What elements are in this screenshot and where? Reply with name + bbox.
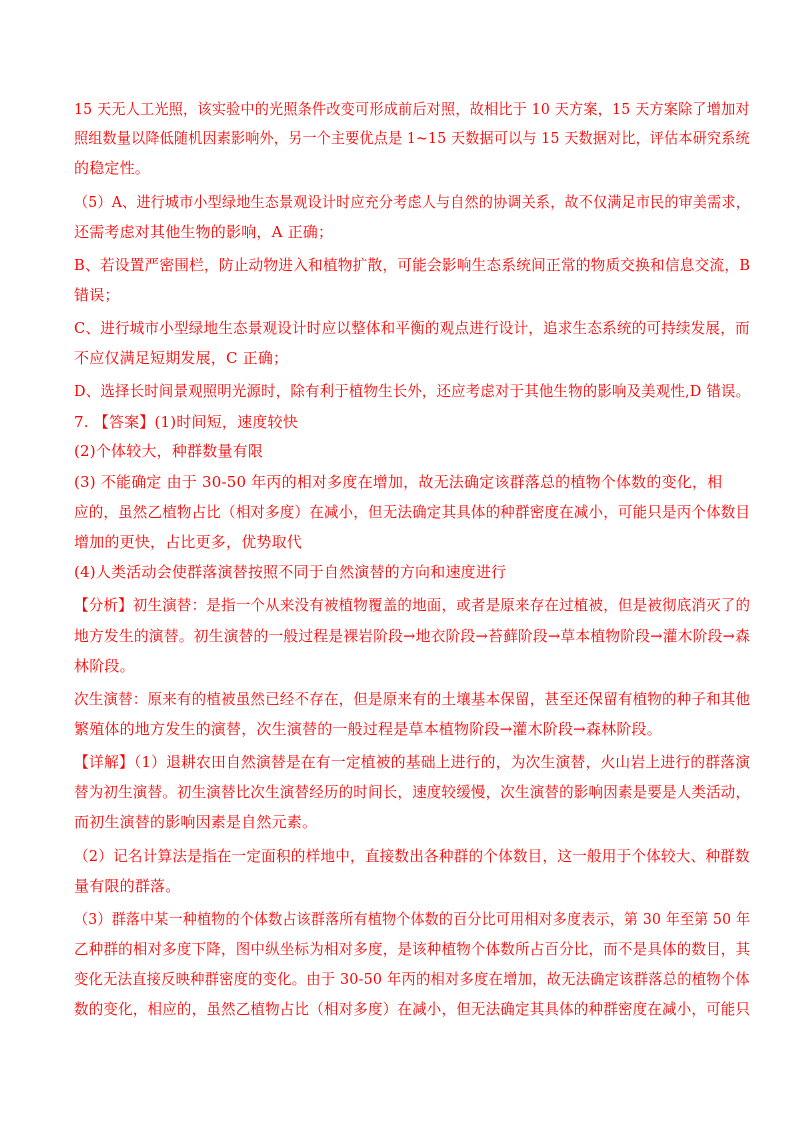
analysis-heading: 【分析】初生演替：是指一个从来没有被植物覆盖的地面，或者是原来存在过植被，但是被彻底消灭了的 <box>74 596 751 614</box>
text-line: 照组数量以降低随机因素影响外，另一个主要优点是 1~15 天数据可以与 15 天数据对比，评估本研究系统 <box>74 129 750 147</box>
text-line: 应的，虽然乙植物占比（相对多度）在减小，但无法确定其具体的种群密度在减小，可能只是丙个体数目 <box>74 503 751 521</box>
text-line: 地方发生的演替。初生演替的一般过程是裸岩阶段→地衣阶段→苔藓阶段→草本植物阶段→灌木阶段→森 <box>74 627 751 645</box>
text-line: 增加的更快，占比更多，优势取代 <box>74 533 303 551</box>
text-line: (4)人类活动会使群落演替按照不同于自然演替的方向和速度进行 <box>74 563 507 581</box>
text-line: （2）记名计算法是指在一定面积的样地中，直接数出各种群的个体数目，这一般用于个体较大、种群数 <box>74 847 750 865</box>
text-line: 而初生演替的影响因素是自然元素。 <box>74 813 318 831</box>
text-line: 林阶段。 <box>74 657 135 675</box>
text-line: 还需考虑对其他生物的影响，A 正确； <box>74 223 334 241</box>
text-line: 错误； <box>74 286 120 304</box>
text-line: (3) 不能确定 由于 30-50 年丙的相对多度在增加，故无法确定该群落总的植物个体数的变化，相 <box>74 473 723 491</box>
text-line: （5）A、进行城市小型绿地生态景观设计时应充分考虑人与自然的协调关系，故不仅满足市民的审美需求， <box>74 193 750 211</box>
text-line: D、选择长时间景观照明光源时，除有利于植物生长外，还应考虑对于其他生物的影响及美观性,D 错误。 <box>74 382 751 400</box>
text-line: 变化无法直接反映种群密度的变化。由于 30-50 年丙的相对多度在增加，故无法确定该群落总的植物个体 <box>74 970 750 988</box>
detail-heading: 【详解】（1）退耕农田自然演替是在有一定植被的基础上进行的，为次生演替，火山岩上进行的群落演 <box>74 753 751 771</box>
text-line: 繁殖体的地方发生的演替，次生演替的一般过程是草本植物阶段→灌木阶段→森林阶段。 <box>74 720 662 738</box>
text-line: C、进行城市小型绿地生态景观设计时应以整体和平衡的观点进行设计，追求生态系统的可持续发展，而 <box>74 319 750 337</box>
text-line: 数的变化，相应的，虽然乙植物占比（相对多度）在减小，但无法确定其具体的种群密度在减小，可能只 <box>74 1000 751 1018</box>
text-line: 15 天无人工光照，该实验中的光照条件改变可形成前后对照，故相比于 10 天方案，15 天方案除了增加对 <box>74 100 750 118</box>
text-line: 不应仅满足短期发展，C 正确； <box>74 349 289 367</box>
text-line: 次生演替：原来有的植被虽然已经不存在，但是原来有的土壤基本保留，甚至还保留有植物的种子和其他 <box>74 690 751 708</box>
text-line: B、若设置严密围栏，防止动物进入和植物扩散，可能会影响生态系统间正常的物质交换和信息交流，B <box>74 256 751 274</box>
answer-heading: 7. 【答案】(1)时间短，速度较快 <box>74 413 298 431</box>
text-line: 的稳定性。 <box>74 159 151 177</box>
text-line: 量有限的群落。 <box>74 877 181 895</box>
text-line: (2)个体较大，种群数量有限 <box>74 442 264 460</box>
text-line: （3）群落中某一种植物的个体数占该群落所有植物个体数的百分比可用相对多度表示，第 30 年至第 50 年 <box>74 910 751 928</box>
text-line: 乙种群的相对多度下降，图中纵坐标为相对多度，是该种植物个体数所占百分比，而不是具体的数目，其 <box>74 940 751 958</box>
text-line: 替为初生演替。初生演替比次生演替经历的时间长，速度较缓慢，次生演替的影响因素是要是人类活动， <box>74 783 751 801</box>
